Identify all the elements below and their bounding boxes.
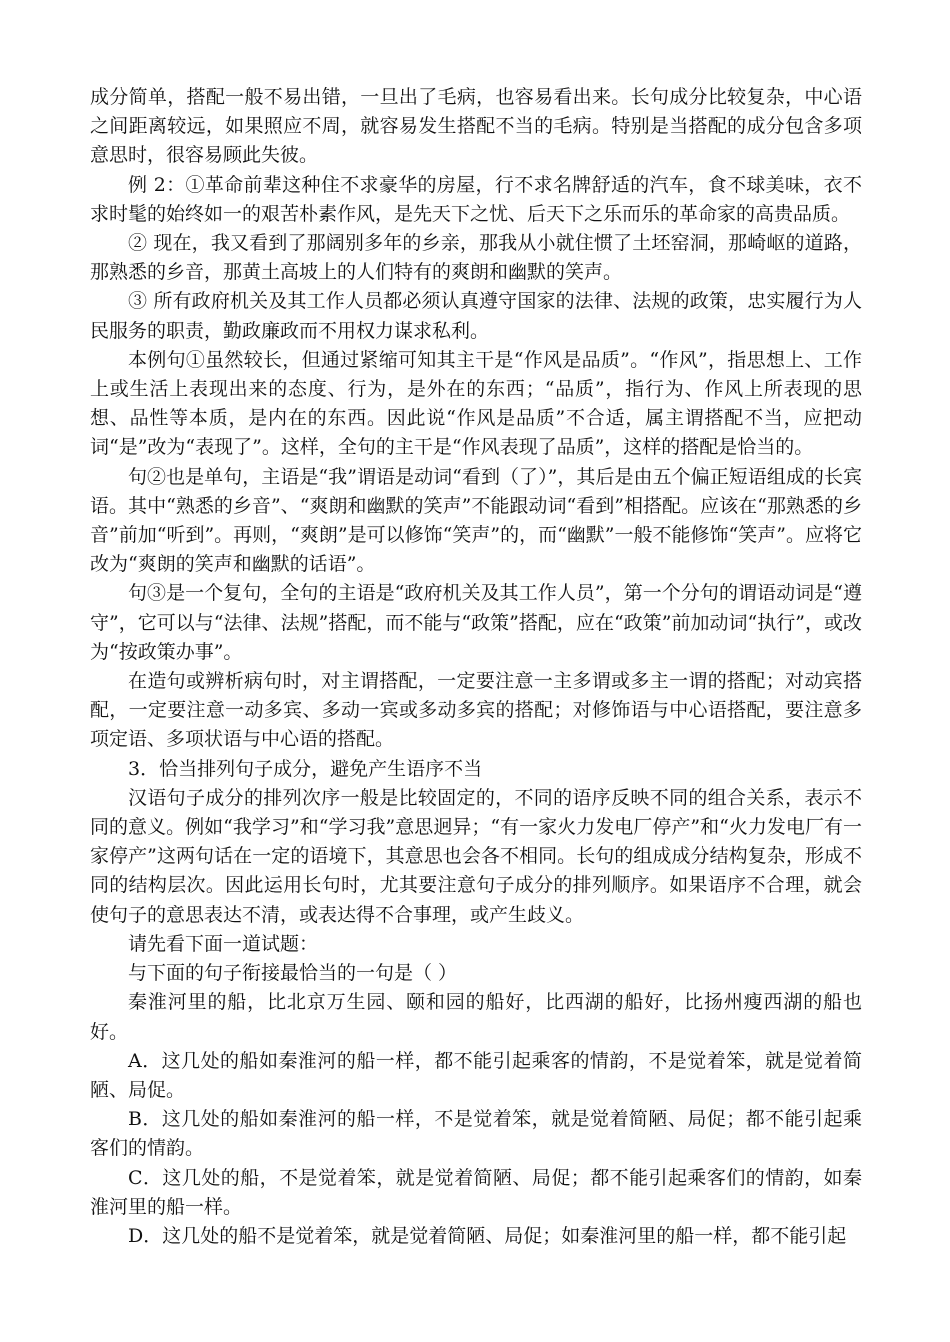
- option-c: C．这几处的船，不是觉着笨，就是觉着简陋、局促；都不能引起乘客们的情韵，如秦淮河里的船一样。: [90, 1166, 862, 1218]
- question-sentence: 秦淮河里的船，比北京万生园、颐和园的船好，比西湖的船好，比扬州瘦西湖的船也好。: [90, 991, 862, 1043]
- section-heading-3: 3．恰当排列句子成分，避免产生语序不当: [128, 757, 483, 780]
- paragraph-exercise-intro: 请先看下面一道试题：: [128, 932, 319, 955]
- paragraph-example-2-sentence-2: ② 现在，我又看到了那阔别多年的乡亲，那我从小就住惯了土坯窑洞，那崎岖的道路，那熟悉的乡音，那黄土高坡上的人们特有的爽朗和幽默的笑声。: [90, 232, 862, 284]
- paragraph-analysis-3: 句③是一个复句，全句的主语是“政府机关及其工作人员”，第一个分句的谓语动词是“遵守”，它可以与“法律、法规”搭配，而不能与“政策”搭配，应在“政策”前加动词“执行”，或改为“按政策办事”。: [90, 582, 862, 663]
- option-d: D．这几处的船不是觉着笨，就是觉着简陋、局促；如秦淮河里的船一样，都不能引起: [128, 1224, 847, 1247]
- paragraph-intro: 成分简单，搭配一般不易出错，一旦出了毛病，也容易看出来。长句成分比较复杂，中心语之间距离较远，如果照应不周，就容易发生搭配不当的毛病。特别是当搭配的成分包含多项意思时，很容易顾此失彼。: [90, 86, 862, 167]
- document-page: [90, 83, 862, 1251]
- paragraph-example-2-sentence-3: ③ 所有政府机关及其工作人员都必须认真遵守国家的法律、法规的政策，忠实履行为人民服务的职责，勤政廉政而不用权力谋求私利。: [90, 290, 862, 342]
- question-stem: 与下面的句子衔接最恰当的一句是（ ）: [128, 962, 458, 985]
- option-a: A．这几处的船如秦淮河的船一样，都不能引起乘客的情韵，不是觉着笨，就是觉着简陋、局促。: [90, 1049, 862, 1101]
- option-b: B．这几处的船如秦淮河的船一样，不是觉着笨，就是觉着简陋、局促；都不能引起乘客们的情韵。: [90, 1108, 862, 1160]
- paragraph-analysis-2: 句②也是单句，主语是“我”谓语是动词“看到（了）”，其后是由五个偏正短语组成的长宾语。其中“熟悉的乡音”、“爽朗和幽默的笑声”不能跟动词“看到”相搭配。应该在“那熟悉的乡音”前加“听到”。再则，“爽朗”是可以修饰“笑声”的，而“幽默”一般不能修饰“笑声”。应将它改为“爽朗的笑声和幽默的话语”。: [90, 465, 862, 576]
- paragraph-summary: 在造句或辨析病句时，对主谓搭配，一定要注意一主多谓或多主一谓的搭配；对动宾搭配，一定要注意一动多宾、多动一宾或多动多宾的搭配；对修饰语与中心语搭配，要注意多项定语、多项状语与中心语的搭配。: [90, 670, 862, 751]
- paragraph-analysis-1: 本例句①虽然较长，但通过紧缩可知其主干是“作风是品质”。“作风”，指思想上、工作上或生活上表现出来的态度、行为，是外在的东西；“品质”，指行为、作风上所表现的思想、品性等本质，是内在的东西。因此说“作风是品质”不合适，属主谓搭配不当，应把动词“是”改为“表现了”。这样，全句的主干是“作风表现了品质”，这样的搭配是恰当的。: [90, 348, 862, 459]
- paragraph-word-order: 汉语句子成分的排列次序一般是比较固定的，不同的语序反映不同的组合关系，表示不同的意义。例如“我学习”和“学习我”意思迥异；“有一家火力发电厂停产”和“火力发电厂有一家停产”这两句话在一定的语境下，其意思也会各不相同。长句的组成成分结构复杂，形成不同的结构层次。因此运用长句时，尤其要注意句子成分的排列顺序。如果语序不合理，就会使句子的意思表达不清，或表达得不合事理，或产生歧义。: [90, 786, 862, 926]
- paragraph-example-2-sentence-1: 例 2：①革命前辈这种住不求豪华的房屋，行不求名牌舒适的汽车，食不球美味，衣不求时髦的始终如一的艰苦朴素作风，是先天下之忧、后天下之乐而乐的革命家的高贵品质。: [90, 173, 862, 225]
